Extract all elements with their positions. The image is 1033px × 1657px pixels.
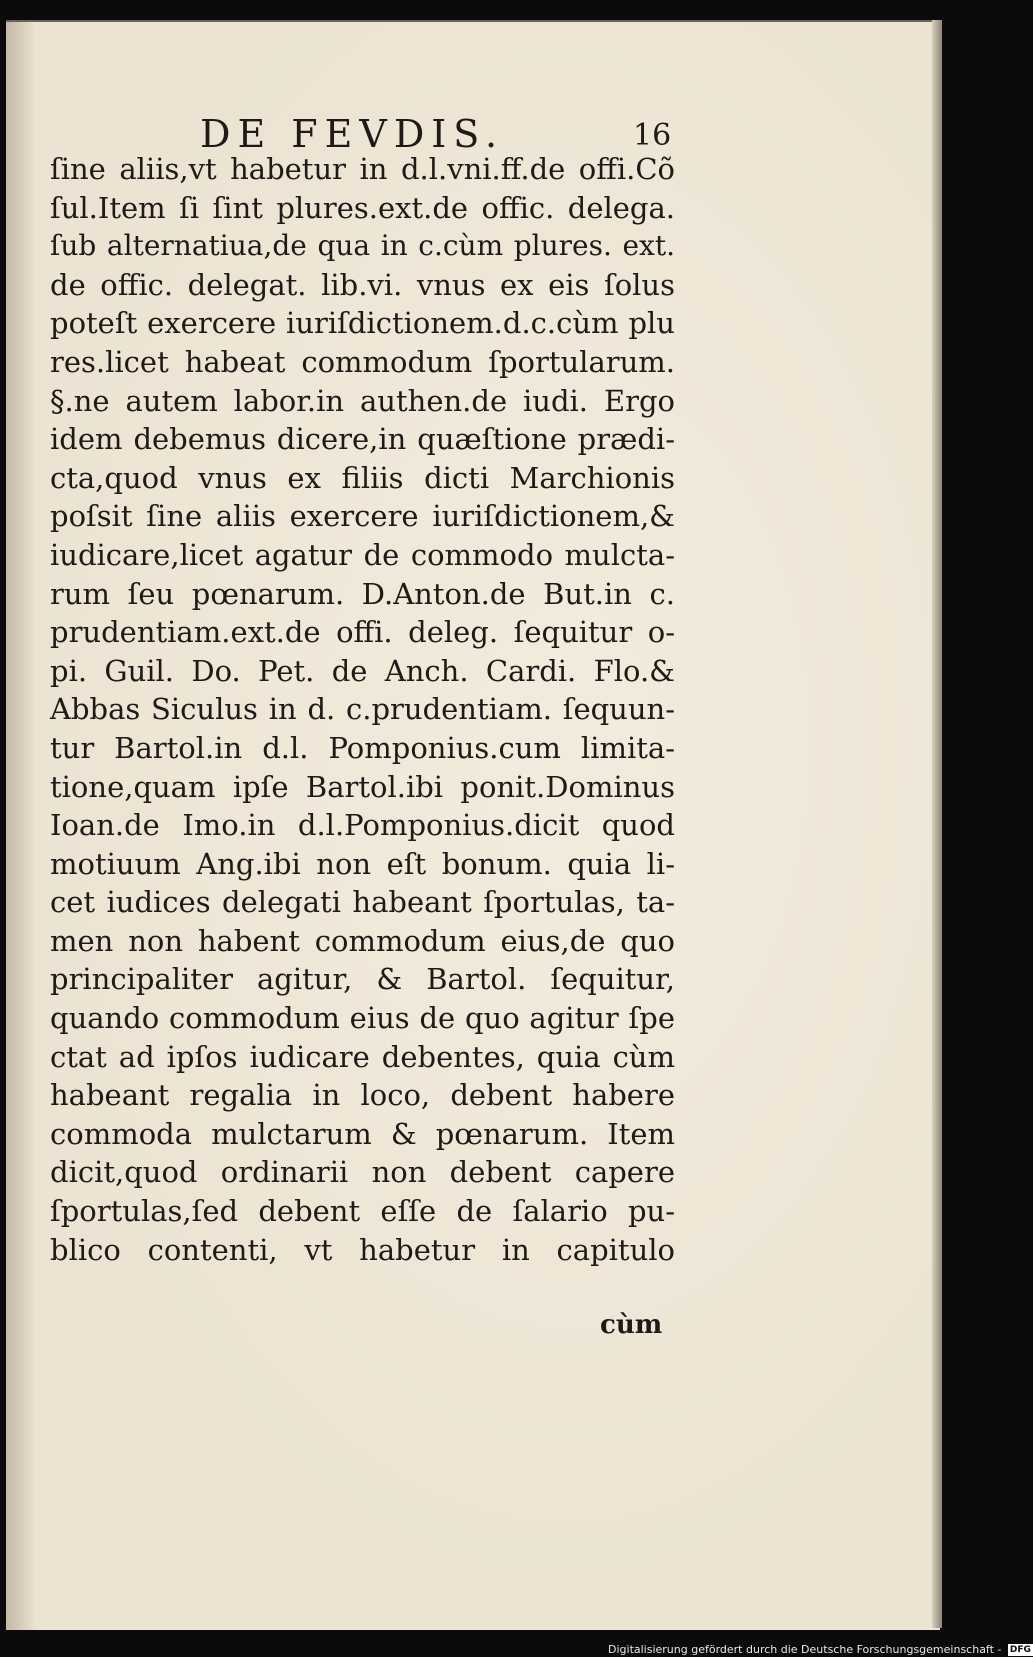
text-line: ctat ad ipſos iudicare debentes, quia cùm (50, 1039, 675, 1074)
dfg-logo-icon: DFG (1009, 1645, 1031, 1655)
text-line: motiuum Ang.ibi non eſt bonum. quia li- (50, 846, 675, 881)
text-line: commoda mulctarum & pœnarum. Item (50, 1116, 675, 1151)
body-text (50, 150, 675, 1269)
text-line: men non habent commodum eius,de quo (50, 923, 675, 958)
text-line: habeant regalia in loco, debent habere (50, 1078, 675, 1113)
text-line: idem debemus dicere,in quæſtione prædi- (50, 422, 675, 457)
text-line: poteſt exercere iuriſdictionem.d.c.cùm plu (50, 306, 675, 341)
text-line: dicit,quod ordinarii non debent capere (50, 1155, 675, 1190)
text-line: prudentiam.ext.de offi. deleg. ſequitur o- (50, 615, 675, 650)
text-line: principaliter agitur, & Bartol. ſequitur, (50, 962, 675, 997)
text-line: de offic. delegat. lib.vi. vnus ex eis ſolus (50, 267, 675, 302)
text-line: pi. Guil. Do. Pet. de Anch. Cardi. Flo.& (50, 653, 675, 688)
text-line: poſsit ſine aliis exercere iuriſdictionem,& (50, 499, 675, 534)
text-line: tur Bartol.in d.l. Pomponius.cum limita- (50, 730, 675, 765)
text-line: Abbas Siculus in d. c.prudentiam. ſequun- (50, 692, 675, 727)
footer-credit (608, 1642, 1031, 1657)
catchword: cùm (600, 1310, 663, 1340)
text-line: ſub alternatiua,de qua in c.cùm plures. ext. (50, 229, 675, 263)
page-number: 16 (633, 118, 672, 153)
text-line: cta,quod vnus ex filiis dicti Marchionis (50, 460, 675, 495)
running-head: DE FEVDIS. (200, 112, 505, 156)
text-line: ſportulas,ſed debent eſſe de ſalario pu- (50, 1194, 675, 1229)
text-line: ſine aliis,vt habetur in d.l.vni.ff.de offi.Cõ (50, 152, 675, 186)
text-line: Ioan.de Imo.in d.l.Pomponius.dicit quod (50, 808, 675, 843)
page-edge (932, 20, 942, 1628)
text-line: ſul.Item ſi ſint plures.ext.de offic. delega. (50, 190, 675, 225)
text-line: res.licet habeat commodum ſportularum. (50, 344, 675, 379)
text-line: quando commodum eius de quo agitur ſpe (50, 1001, 675, 1036)
footer-credit-text: Digitalisierung gefördert durch die Deutsche Forschungsgemeinschaft - (608, 1643, 1002, 1656)
text-line: §.ne autem labor.in authen.de iudi. Ergo (50, 383, 675, 418)
text-line: cet iudices delegati habeant ſportulas, ta- (50, 885, 675, 920)
text-line: rum ſeu pœnarum. D.Anton.de But.in c. (50, 576, 675, 611)
text-line: iudicare,licet agatur de commodo mulcta- (50, 537, 675, 572)
text-line: tione,quam ipſe Bartol.ibi ponit.Dominus (50, 769, 675, 804)
text-line: blico contenti, vt habetur in capitulo (50, 1232, 675, 1267)
